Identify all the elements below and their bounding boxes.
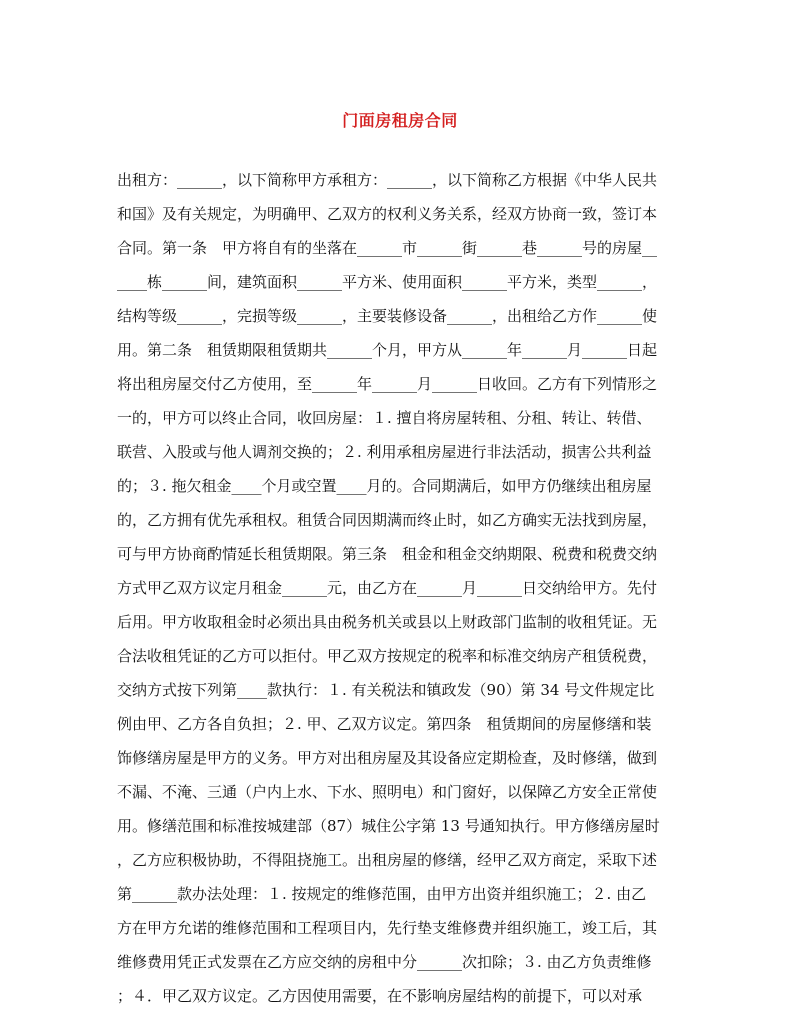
body-text-line: 将出租房屋交付乙方使用，至______年______月______日收回。乙方有下列情形之 xyxy=(117,375,658,393)
body-text-line: 例由甲、乙方各自负担；２. 甲、乙双方议定。第四条 租赁期间的房屋修缮和装 xyxy=(117,715,652,733)
body-text-line: 用。第二条 租赁期限租赁期共______个月，甲方从______年______月______日起 xyxy=(117,341,658,359)
body-text-line: ____栋______间，建筑面积______平方米、使用面积______平方米，类型______， xyxy=(117,273,658,291)
body-text-line: 合法收租凭证的乙方可以拒付。甲乙双方按规定的税率和标准交纳房产租赁税费， xyxy=(117,647,658,665)
body-text-line: ，乙方应积极协助，不得阻挠施工。出租房屋的修缮，经甲乙双方商定，采取下述 xyxy=(117,851,658,869)
body-text-line: ；４．甲乙双方议定。乙方因使用需要，在不影响房屋结构的前提下，可以对承 xyxy=(117,987,643,1005)
body-text-line: 出租方：______，以下简称甲方承租方：______，以下简称乙方根据《中华人民共 xyxy=(117,171,658,189)
body-text-line: 饰修缮房屋是甲方的义务。甲方对出租房屋及其设备应定期检查，及时修缮，做到 xyxy=(117,749,658,767)
body-text-line: 交纳方式按下列第____款执行：１. 有关税法和镇政发（90）第 34 号文件规定比 xyxy=(117,681,655,699)
body-text-line: 联营、入股或与他人调剂交换的；２. 利用承租房屋进行非法活动，损害公共利益 xyxy=(117,443,652,461)
body-text-line: 第______款办法处理：１. 按规定的维修范围，由甲方出资并组织施工；２. 由乙 xyxy=(117,885,647,903)
body-text-line: 的，乙方拥有优先承租权。租赁合同因期满而终止时，如乙方确实无法找到房屋， xyxy=(117,511,658,529)
body-text-line: 用。修缮范围和标准按城建部（87）城住公字第 13 号通知执行。甲方修缮房屋时 xyxy=(117,817,660,835)
body-text-line: 方式甲乙双方议定月租金______元，由乙方在______月______日交纳给甲方。先付 xyxy=(117,579,658,597)
body-text-line: 不漏、不淹、三通（户内上水、下水、照明电）和门窗好，以保障乙方安全正常使 xyxy=(117,783,658,801)
body-text-line: 合同。第一条 甲方将自有的坐落在______市______街______巷______号的房屋__ xyxy=(117,239,658,257)
body-text-line: 和国》及有关规定，为明确甲、乙双方的权利义务关系，经双方协商一致，签订本 xyxy=(117,205,658,223)
document-title: 门面房租房合同 xyxy=(342,111,458,130)
body-text-line: 可与甲方协商酌情延长租赁期限。第三条 租金和租金交纳期限、税费和税费交纳 xyxy=(117,545,658,563)
body-text-line: 维修费用凭正式发票在乙方应交纳的房租中分______次扣除；３. 由乙方负责维修 xyxy=(117,953,652,971)
document-body xyxy=(117,163,697,1013)
body-text-line: 方在甲方允诺的维修范围和工程项目内，先行垫支维修费并组织施工，竣工后，其 xyxy=(117,919,658,937)
body-text-line: 后用。甲方收取租金时必须出具由税务机关或县以上财政部门监制的收租凭证。无 xyxy=(117,613,658,631)
body-text-line: 一的，甲方可以终止合同，收回房屋：１. 擅自将房屋转租、分租、转让、转借、 xyxy=(117,409,652,427)
body-text-line: 的；３. 拖欠租金____个月或空置____月的。合同期满后，如甲方仍继续出租房屋 xyxy=(117,477,652,495)
body-text-line: 结构等级______，完损等级______，主要装修设备______，出租给乙方作______使 xyxy=(117,307,658,325)
